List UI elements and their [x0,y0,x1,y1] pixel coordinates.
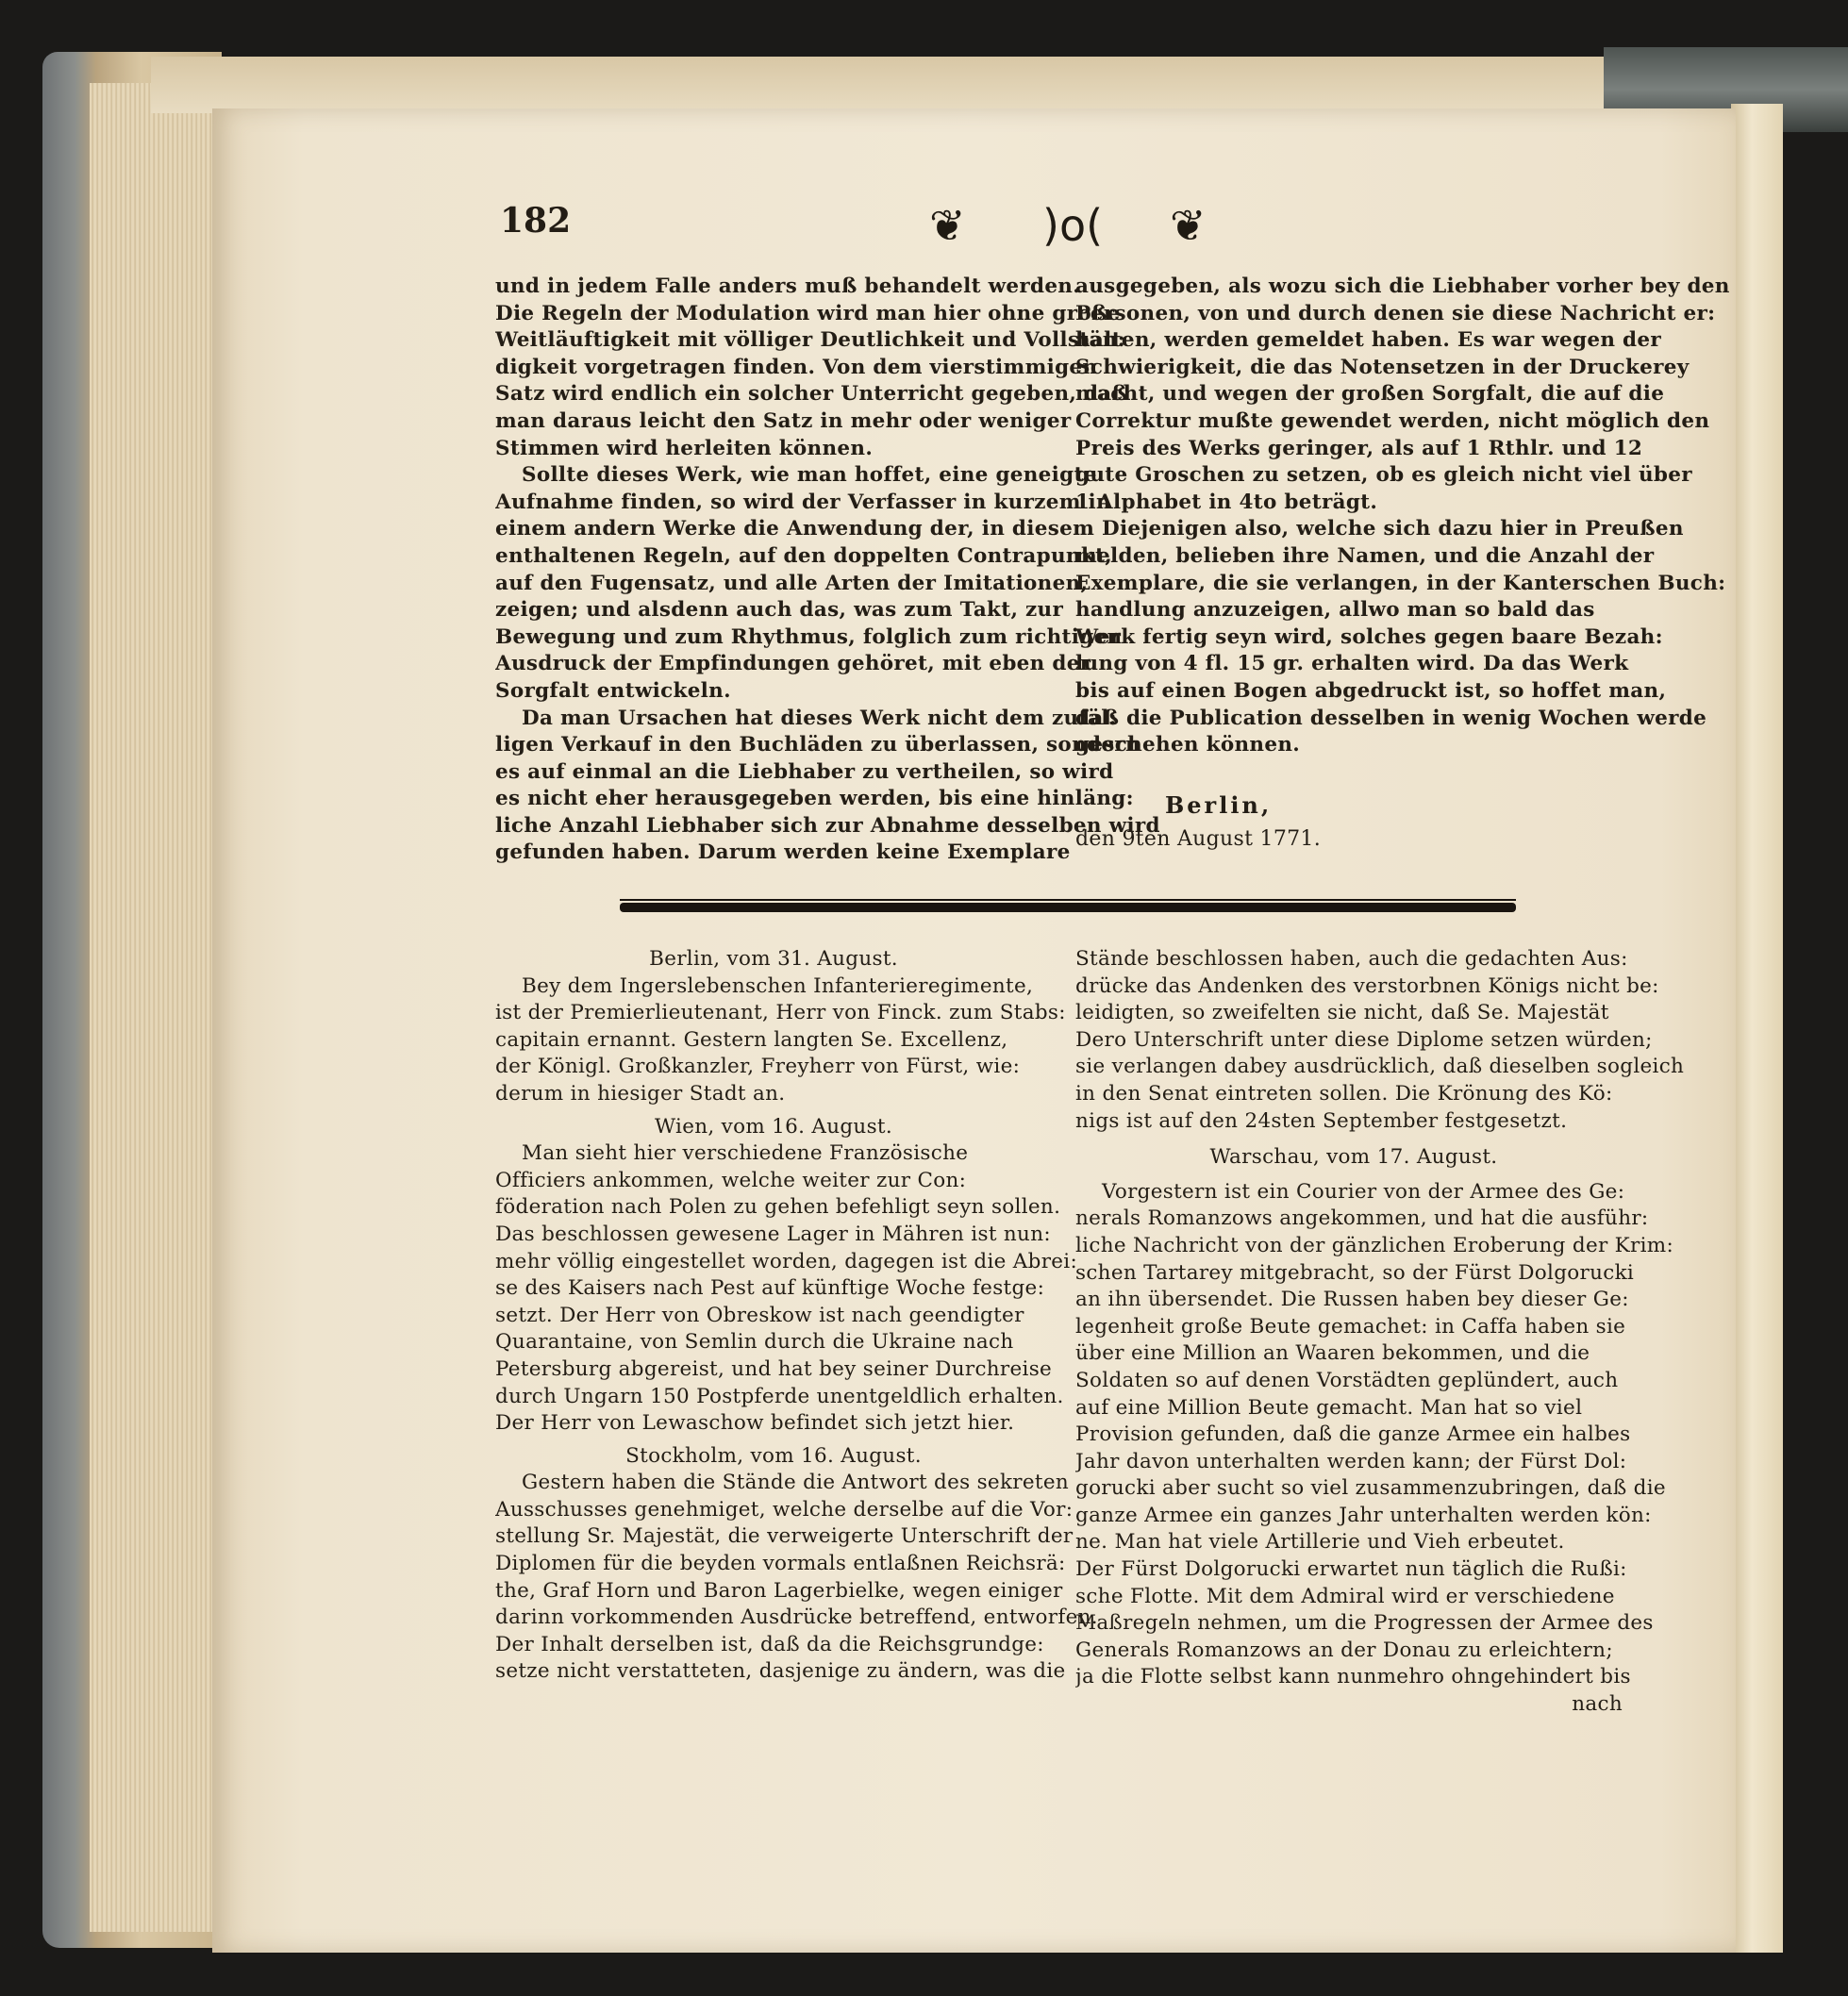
text-line: daß die Publication desselben in wenig Wochen werde [1075,706,1707,730]
shell-ornament-icon: ❦ [1170,200,1207,251]
text-line: Da man Ursachen hat dieses Werk nicht dem zufäl: [522,706,1117,730]
text-line: ne. Man hat viele Artillerie und Vieh erbeutet. [1075,1530,1565,1555]
text-line: Das beschlossen gewesene Lager in Mähren ist nun: [495,1222,1051,1246]
text-line: der Königl. Großkanzler, Freyherr von Fürst, wie: [495,1055,1021,1079]
text-line: drücke das Andenken des verstorbnen Königs nicht be: [1075,973,1659,998]
text-line: man daraus leicht den Satz in mehr oder weniger [495,408,1072,433]
page-number: 182 [500,201,572,241]
scroll-ornament-icon: )o( [1042,200,1104,251]
text-line: Officiers ankommen, welche weiter zur Con: [495,1168,967,1192]
text-line: einem andern Werke die Anwendung der, in diesem [495,517,1095,541]
text-line: 1 Alphabet in 4to beträgt. [1075,490,1378,514]
text-line: Ausschusses genehmiget, welche derselbe auf die Vor: [495,1497,1074,1522]
text-line: derum in hiesiger Stadt an. [495,1081,786,1106]
text-line: leidigten, so zweifelten sie nicht, daß Se. Majestät [1075,1001,1609,1025]
text-line: Ausdruck der Empfindungen gehöret, mit eben der [495,652,1091,676]
text-line: Personen, von und durch denen sie diese Nachricht er: [1075,301,1716,325]
text-line: Sorgfalt entwickeln. [495,678,731,703]
text-line: Bey dem Ingerslebenschen Infanterieregimente, [522,973,1034,998]
text-line: Maßregeln nehmen, um die Progressen der Armee des [1075,1611,1654,1636]
text-line: Stände beschlossen haben, auch die gedachten Aus: [1075,947,1628,971]
text-line: nerals Romanzows angekommen, und hat die ausführ: [1075,1206,1649,1231]
text-line: und in jedem Falle anders muß behandelt werden. [495,274,1081,298]
text-line: schen Tartarey mitgebracht, so der Fürst Dolgorucki [1075,1260,1635,1285]
text-line: es nicht eher herausgegeben werden, bis eine hinläng: [495,787,1134,811]
text-line: Vorgestern ist ein Courier von der Armee des Ge: [1102,1179,1625,1204]
text-line: Stimmen wird herleiten können. [495,436,874,460]
text-line: sie verlangen dabey ausdrücklich, daß dieselben sogleich [1075,1055,1685,1079]
text-line: Der Herr von Lewaschow befindet sich jetzt hier. [495,1411,1015,1436]
text-line: nigs ist auf den 24sten September festgesetzt. [1075,1108,1568,1133]
news-body-warschau [1075,1179,1684,1691]
text-line: Die Regeln der Modulation wird man hier ohne große [495,301,1121,325]
text-line: ausgegeben, als wozu sich die Liebhaber vorher bey den [1075,274,1730,298]
shell-ornament-icon: ❦ [929,200,966,251]
dateline-berlin: Berlin, vom 31. August. [649,947,898,971]
text-line: in den Senat eintreten sollen. Die Krönung des Kö: [1075,1081,1613,1106]
text-line: Exemplare, die sie verlangen, in der Kanterschen Buch: [1075,571,1726,595]
text-line: Der Inhalt derselben ist, daß da die Reichsgrundge: [495,1632,1044,1656]
dateline-wien: Wien, vom 16. August. [655,1114,892,1139]
text-line: Soldaten so auf denen Vorstädten geplündert, auch [1075,1368,1619,1392]
text-line: Satz wird endlich ein solcher Unterricht gegeben, daß [495,382,1128,407]
text-line: zeigen; und alsdenn auch das, was zum Takt, zur [495,598,1064,623]
dateline-warschau: Warschau, vom 17. August. [1209,1145,1498,1170]
news-column-right [1075,946,1684,1719]
text-line: liche Nachricht von der gänzlichen Eroberung der Krim: [1075,1233,1674,1257]
news-body-continued [1075,946,1684,1135]
text-line: Generals Romanzows an der Donau zu erleichtern; [1075,1638,1613,1662]
article-column-right [1075,274,1730,759]
text-line: es auf einmal an die Liebhaber zu vertheilen, so wird [495,759,1114,784]
text-line: ja die Flotte selbst kann nunmehro ohngehindert bis [1075,1665,1631,1689]
text-line: handlung anzuzeigen, allwo man so bald das [1075,598,1595,623]
text-line: über eine Million an Waaren bekommen, und die [1075,1341,1590,1366]
text-line: gorucki aber sucht so viel zusammenzubringen, daß die [1075,1476,1666,1501]
section-rule [620,903,1516,912]
text-line: Der Fürst Dolgorucki erwartet nun täglich die Rußi: [1075,1557,1627,1582]
catchword: nach [1572,1692,1623,1717]
news-body-wien [495,1140,1098,1438]
news-body-berlin [495,973,1098,1108]
text-line: geschehen können. [1075,733,1301,757]
text-line: melden, belieben ihre Namen, und die Anzahl der [1075,543,1655,568]
text-line: Diplomen für die beyden vormals entlaßnen Reichsrä: [495,1552,1066,1576]
text-line: se des Kaisers nach Pest auf künftige Woche festge: [495,1276,1045,1301]
text-line: Diejenigen also, welche sich dazu hier in Preußen [1102,517,1684,541]
text-line: Schwierigkeit, die das Notensetzen in der Druckerey [1075,355,1690,379]
text-line: ligen Verkauf in den Buchläden zu überlassen, sondern [495,733,1140,757]
signoff-date: den 9ten August 1771. [1075,827,1321,851]
text-line: ganze Armee ein ganzes Jahr unterhalten werden kön: [1075,1503,1652,1527]
text-line: macht, und wegen der großen Sorgfalt, die auf die [1075,382,1665,407]
text-line: liche Anzahl Liebhaber sich zur Abnahme desselben wird [495,813,1160,838]
text-line: bis auf einen Bogen abgedruckt ist, so hoffet man, [1075,678,1667,703]
page-stack [90,83,222,1932]
text-line: the, Graf Horn und Baron Lagerbielke, wegen einiger [495,1578,1063,1603]
text-line: enthaltenen Regeln, auf den doppelten Contrapunkt, [495,543,1113,568]
text-line: auf den Fugensatz, und alle Arten der Imitationen, [495,571,1089,595]
text-line: Provision gefunden, daß die ganze Armee ein halbes [1075,1422,1631,1447]
text-line: Correktur mußte gewendet werden, nicht möglich den [1075,408,1710,433]
text-line: gute Groschen zu setzen, ob es gleich nicht viel über [1075,463,1692,488]
news-column-left [495,946,1098,1686]
text-line: Man sieht hier verschiedene Französische [522,1141,969,1166]
text-line: gefunden haben. Darum werden keine Exemplare [495,840,1071,865]
text-line: auf eine Million Beute gemacht. Man hat so viel [1075,1395,1583,1420]
text-line: Weitläuftigkeit mit völliger Deutlichkeit und Vollstän: [495,328,1125,353]
text-line: lung von 4 fl. 15 gr. erhalten wird. Da das Werk [1075,652,1629,676]
dateline-stockholm: Stockholm, vom 16. August. [625,1443,922,1468]
text-line: Gestern haben die Stände die Antwort des sekreten [522,1471,1069,1495]
text-line: setzt. Der Herr von Obreskow ist nach geendigter [495,1303,1024,1327]
text-line: setze nicht verstatteten, dasjenige zu ändern, was die [495,1659,1066,1684]
text-line: sche Flotte. Mit dem Admiral wird er verschiedene [1075,1584,1615,1608]
text-line: an ihn übersendet. Die Russen haben bey dieser Ge: [1075,1288,1629,1312]
article-column-left [495,274,1160,867]
text-line: digkeit vorgetragen finden. Von dem vierstimmigen [495,355,1098,379]
text-line: Petersburg abgereist, und hat bey seiner Durchreise [495,1356,1053,1381]
text-line: Werk fertig seyn wird, solches gegen baare Bezah: [1075,624,1663,649]
text-line: Aufnahme finden, so wird der Verfasser in kurzem in [495,490,1111,514]
text-line: stellung Sr. Majestät, die verweigerte Unterschrift der [495,1524,1074,1549]
signoff-place: Berlin, [1165,791,1273,819]
right-page-edge [1731,104,1783,1953]
text-line: mehr völlig eingestellet worden, dagegen ist die Abrei: [495,1249,1078,1273]
text-line: capitain ernannt. Gestern langten Se. Excellenz, [495,1027,1008,1052]
text-line: legenheit große Beute gemachet: in Caffa haben sie [1075,1314,1626,1339]
text-line: Preis des Werks geringer, als auf 1 Rthlr. und 12 [1075,436,1643,460]
text-line: föderation nach Polen zu gehen befehligt seyn sollen. [495,1195,1061,1220]
text-line: Dero Unterschrift unter diese Diplome setzen würden; [1075,1027,1653,1052]
news-body-stockholm [495,1470,1098,1686]
text-line: ist der Premierlieutenant, Herr von Finck. zum Stabs: [495,1001,1066,1025]
book-top-edge [151,57,1755,113]
text-line: Bewegung und zum Rhythmus, folglich zum richtigen [495,624,1123,649]
text-line: Jahr davon unterhalten werden kann; der Fürst Dol: [1075,1449,1627,1473]
text-line: halten, werden gemeldet haben. Es war wegen der [1075,328,1661,353]
text-line: darinn vorkommenden Ausdrücke betreffend, entworfen. [495,1605,1098,1630]
text-line: Quarantaine, von Semlin durch die Ukraine nach [495,1330,1014,1355]
text-line: durch Ungarn 150 Postpferde unentgeldlich erhalten. [495,1384,1064,1408]
text-line: Sollte dieses Werk, wie man hoffet, eine geneigte [522,463,1097,488]
